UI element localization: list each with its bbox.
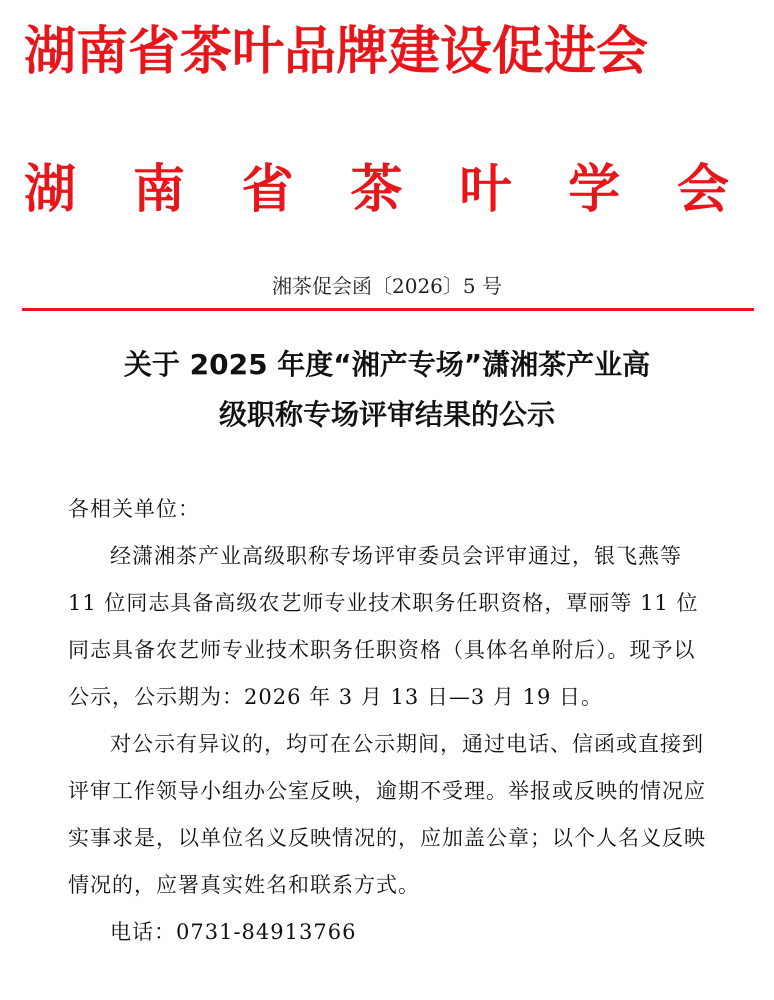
document-title — [0, 340, 774, 440]
org-name-line-2-char: 南 — [132, 160, 185, 220]
title-line-1: 关于 2025 年度“湘产专场”潇湘茶产业高 — [123, 348, 651, 381]
body-paragraph-1: 经潇湘茶产业高级职称专场评审委员会评审通过，银飞燕等 11 位同志具备高级农艺师专业技术职务任职资格，覃丽等 11 位同志具备农艺师专业技术职务任职资格（具体名单附后）。现予以公示，公示期为：2026 年 3 月 13 日—3 月 19 日。 — [68, 544, 699, 709]
title-line-2: 级职称专场评审结果的公示 — [218, 398, 555, 431]
org-name-line-2 — [24, 158, 729, 222]
org-name-line-2-char: 叶 — [459, 160, 512, 220]
salutation: 各相关单位： — [68, 497, 200, 521]
org-name-line-2-char: 会 — [676, 160, 729, 220]
org-name-line-2-char: 学 — [568, 160, 621, 220]
org-name-line-2-char: 茶 — [350, 160, 403, 220]
body-paragraph-2: 对公示有异议的，均可在公示期间，通过电话、信函或直接到评审工作领导小组办公室反映，逾期不受理。举报或反映的情况应实事求是，以单位名义反映情况的，应加盖公章；以个人名义反映情况的，应署真实姓名和联系方式。 — [68, 732, 706, 897]
red-divider-line — [22, 308, 754, 311]
document-number: 湘茶促会函〔2026〕5 号 — [272, 274, 502, 298]
org-name-line-2-char: 湖 — [24, 160, 77, 220]
phone-line: 电话：0731-84913766 — [110, 920, 357, 944]
document-body — [68, 486, 708, 956]
org-name-line-1: 湖南省茶叶品牌建设促进会 — [24, 22, 649, 82]
org-name-line-2-char: 省 — [241, 160, 294, 220]
